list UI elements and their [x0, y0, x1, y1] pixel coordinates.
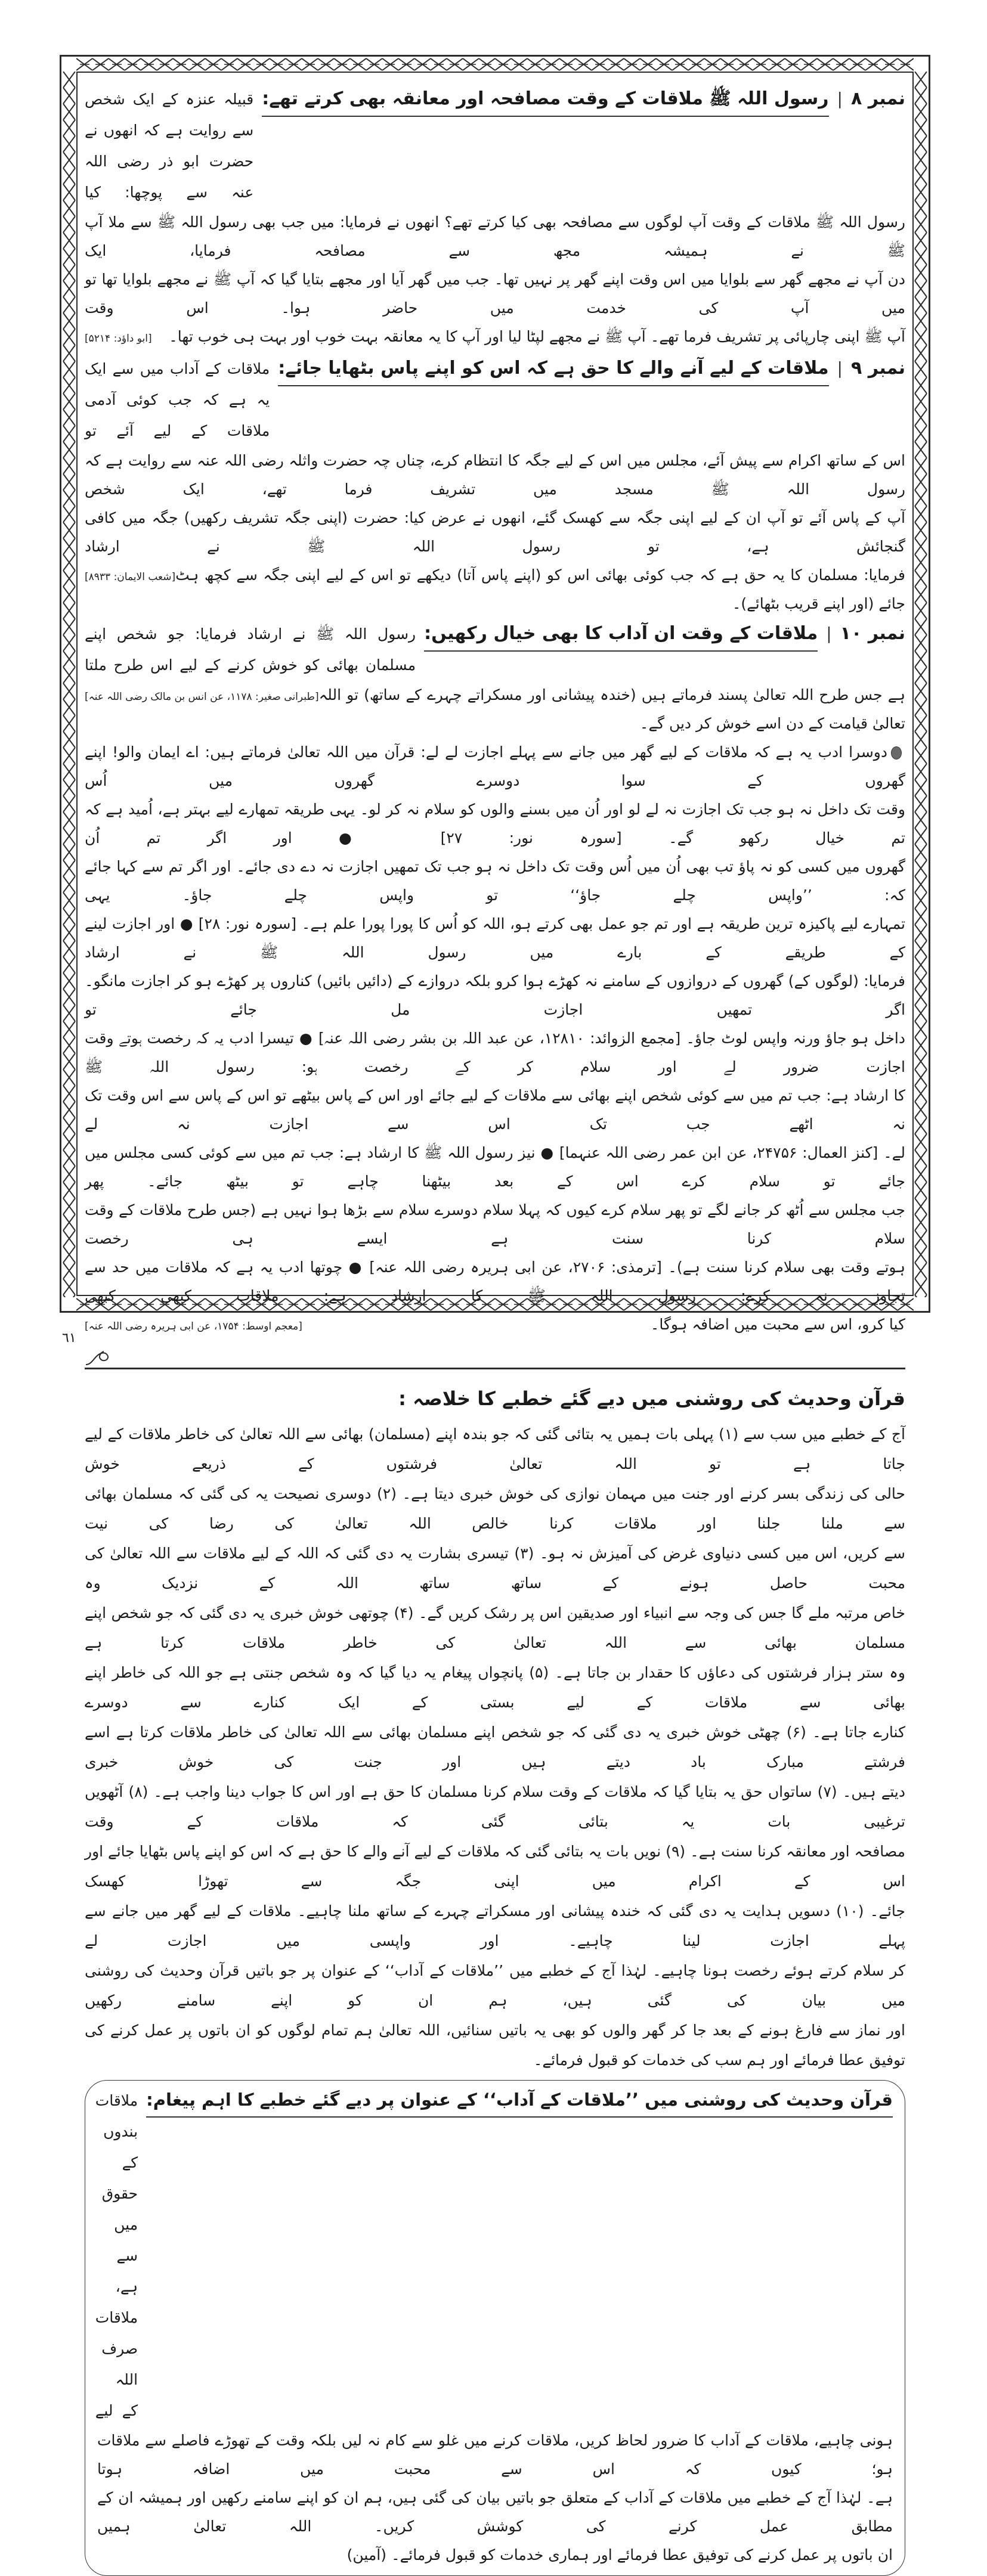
swash-ornament-icon [85, 1349, 111, 1367]
text-line: خاص مرتبہ ملے گا جس کی وجہ سے انبیاء اور صدیقین اس پر رشک کریں گے۔ (۴) چوتھی خوش خبری یہ دی گئی کہ جو شخص اپنے مسلمان بھائی سے اللہ تعالیٰ کی خاطر ملاقات کرتا ہے [85, 1604, 905, 1651]
heading-separator: | [837, 358, 843, 378]
page-content [85, 83, 905, 2576]
text-line: جب مجلس سے اُٹھ کر جانے لگے تو پھر سلام کرے کیوں کہ پہلا سلام دوسرے سلام سے بڑھا ہوا نہیں ہے (جس طرح ملاقات کے وقت سلام کرنا سنت ہے ایسے ہی رخصت [85, 1201, 905, 1247]
summary-section [85, 1378, 905, 2075]
section-number: نمبر ۱۰ [840, 623, 905, 644]
text-line: وقت تک داخل نہ ہو جب تک اجازت نہ لے لو اور اُن میں بسنے والوں کو سلام نہ کر لو۔ یہی طریقہ تمھارے لیے بہتر ہے، اُمید ہے کہ تم خیال رکھو گے۔ [سورہ نور: ۲۷] ● اور اگر تم اُن [85, 801, 906, 847]
text-line: مصافحہ اور معانقہ کرنا سنت ہے۔ (۹) نویں بات یہ بتائی گئی کہ ملاقات کے لیے آنے والے کا حق ہے کہ اس کو اپنے پاس بٹھایا جائے اور اس کے اکرام میں اپنی جگہ سے تھوڑا کھسک [85, 1843, 905, 1890]
citation: [معجم اوسط: ۱۷۵۴، عن ابی ہریرہ رضی اللہ عنہ] [85, 1320, 302, 1332]
text-line: کر سلام کرتے ہوئے رخصت ہونا چاہیے۔ لہٰذا آج کے خطبے میں ’’ملاقات کے آداب‘‘ کے عنوان پر جو باتیں قرآن وحدیث کی روشنی میں بیان کی گئی ہیں، ہم ان کو اپنے سامنے رکھیں [85, 1962, 905, 2009]
text-line: ان باتوں پر عمل کرنے کی توفیق عطا فرمائے اور ہماری خدمات کو قبول فرمائے۔ (آمین) [346, 2546, 893, 2563]
section-number: نمبر ۸ [850, 88, 905, 109]
message-title: قرآن وحدیث کی روشنی میں ’’ملاقات کے آداب‘‘ کے عنوان پر دیے گئے خطبے کا اہم پیغام: [146, 2084, 893, 2118]
text-line: گھروں میں کسی کو نہ پاؤ تب بھی اُن میں اُس وقت تک داخل نہ ہو جب تک تمھیں اجازت نہ دے دی جائے۔ اور اگر تم سے کہا جائے کہ: ’’واپس چلے جاؤ‘‘ تو واپس چلے جاؤ۔ یہی [85, 858, 905, 904]
citation: [ابو داؤد: ۵۲۱۴] [85, 333, 152, 345]
section-heading [85, 353, 905, 447]
text-line-with-citation [85, 323, 905, 353]
page-number: ٦١ [62, 1331, 76, 1346]
text-line: ہے جس طرح اللہ تعالیٰ پسند فرماتے ہیں (خندہ پیشانی اور مسکراتے چہرے کے ساتھ) تو اللہ تعالیٰ قیامت کے دن اسے خوش کر دیں گے۔ [318, 686, 905, 732]
interlace-border-left-icon [62, 72, 76, 1297]
text-line: رسول اللہ ﷺ ملاقات کے وقت آپ لوگوں سے مصافحہ بھی کیا کرتے تھے؟ انھوں نے فرمایا: میں جب بھی رسول اللہ ﷺ سے ملا آپ ﷺ نے ہمیشہ مجھ سے مصافحہ فرمایا، ایک [85, 213, 905, 259]
text-line-bulleted: دوسرا ادب یہ ہے کہ ملاقات کے لیے گھر میں جانے سے پہلے اجازت لے لے: قرآن میں اللہ تعالیٰ فرماتے ہیں: اے ایمان والو! اپنے گھروں کے سوا دوسرے گھروں میں اُس [85, 743, 905, 789]
text-line: فرمایا: (لوگوں کے) گھروں کے دروازوں کے سامنے نہ کھڑے ہوا کرو بلکہ دروازے کے (دائیں بائیں) کناروں پر کھڑے ہو کر اجازت مانگو۔ اگر تمھیں اجازت مل جائے تو [85, 972, 905, 1018]
bullet-icon [891, 746, 902, 760]
text-line: کنارے جاتا ہے۔ (۶) چھٹی خوش خبری یہ دی گئی کہ جو شخص اپنے مسلمان بھائی سے اللہ تعالیٰ کی خاطر ملاقات کرتا ہے اسے فرشتے مبارک باد دیتے ہیں اور جنت کی خوش خبری [85, 1723, 905, 1771]
summary-title: قرآن وحدیث کی روشنی میں دیے گئے خطبے کا خلاصہ : [398, 1387, 905, 1410]
section-number: نمبر ۹ [850, 358, 905, 379]
text-line: ہے۔ لہٰذا آج کے خطبے میں ملاقات کے آداب کے متعلق جو باتیں بیان کی گئی ہیں، ہم ان کو اپنے سامنے رکھیں اور ہمیشہ ان کے مطابق عمل کرنے کی کوشش کریں۔ اللہ تعالیٰ ہمیں [97, 2489, 893, 2535]
text-line: حالی کی زندگی بسر کرنے اور جنت میں مہمان نوازی کی خوش خبری دیتا ہے۔ (۲) دوسری نصیحت یہ کی گئی کہ مسلمان بھائی سے ملنا جلنا اور ملاقات کرنا خالص اللہ تعالیٰ کی رضا کی نیت [85, 1485, 906, 1532]
section-intro: قبیلہ عنزہ کے ایک شخص سے روایت ہے کہ انھوں نے حضرت ابو ذر رضی اللہ عنہ سے پوچھا: کیا [85, 91, 254, 201]
section-title: رسول اللہ ﷺ ملاقات کے وقت مصافحہ اور معانقہ بھی کرتے تھے: [262, 83, 828, 117]
text-line: ہوتے وقت بھی سلام کرنا سنت ہے)۔ [ترمذی: ۲۷۰۶، عن ابی ہریرہ رضی اللہ عنہ] ● چوتھا ادب یہ ہے کہ ملاقات میں حد سے تجاوز نہ کرے: رسول اللہ ﷺ کا ارشاد ہے: ملاقات کبھی کبھی [85, 1258, 905, 1304]
text-line: سے کریں، اس میں کسی دنیاوی غرض کی آمیزش نہ ہو۔ (۳) تیسری بشارت یہ دی گئی کہ اللہ کے لیے ملاقات سے اللہ تعالیٰ کی محبت حاصل ہونے کے ساتھ ساتھ اللہ کے نزدیک وہ [85, 1545, 905, 1592]
key-message-box [85, 2080, 905, 2576]
text-line-with-citation [85, 561, 905, 618]
text-line: وہ ستر ہزار فرشتوں کی دعاؤں کا حقدار بن جاتا ہے۔ (۵) پانچواں پیغام یہ دیا گیا کہ وہ شخص جنتی ہے جو اللہ کی خاطر اپنے بھائی سے ملاقات کے لیے بستی کے ایک کنارے سے دوسرے [85, 1664, 906, 1711]
text-line-with-citation [85, 1310, 905, 1341]
section-intro: رسول اللہ ﷺ نے ارشاد فرمایا: جو شخص اپنے مسلمان بھائی کو خوش کرنے کے لیے اس طرح ملتا [85, 625, 416, 674]
heading-separator: | [837, 89, 843, 109]
text-line: کیا کرو، اس سے محبت میں اضافہ ہوگا۔ [650, 1316, 905, 1333]
text-line: داخل ہو جاؤ ورنہ واپس لوٹ جاؤ۔ [مجمع الزوائد: ۱۲۸۱۰، عن عبد اللہ بن بشر رضی اللہ عنہ] ● تیسرا ادب یہ کہ رخصت ہوتے وقت اجازت ضرور لے اور سلام کر کے رخصت ہو: رسول اللہ ﷺ [85, 1030, 905, 1075]
text-line: اس کے ساتھ اکرام سے پیش آئے، مجلس میں اس کے لیے جگہ کا انتظام کرے، چناں چہ حضرت واثلہ رضی اللہ عنہ سے روایت ہے کہ رسول اللہ ﷺ مسجد میں تشریف فرما تھے، ایک شخص [85, 452, 905, 498]
text-line-with-citation [85, 681, 905, 738]
section-title: ملاقات کے لیے آنے والے کا حق ہے کہ اس کو اپنے پاس بٹھایا جائے: [278, 353, 828, 386]
section-title: ملاقات کے وقت ان آداب کا بھی خیال رکھیں: [424, 618, 818, 652]
text-line: فرمایا: مسلمان کا یہ حق ہے کہ جب کوئی بھائی اس کو (اپنے پاس آتا) دیکھے تو اس کے لیے اپنی جگہ سے کچھ ہٹ جائے (اور اپنے قریب بٹھائے)۔ [175, 566, 905, 612]
text-line: دیتے ہیں۔ (۷) ساتواں حق یہ بتایا گیا کہ ملاقات کے وقت سلام کرنا مسلمان کا حق ہے اور اس کا جواب دینا واجب ہے۔ (۸) آٹھویں ترغیبی بات یہ بتائی گئی کہ ملاقات کے وقت [85, 1783, 906, 1830]
text-line: آپ ﷺ اپنی چارپائی پر تشریف فرما تھے۔ آپ ﷺ نے مجھے لپٹا لیا اور آپ کا یہ معانقہ بہت خوب اور بہت ہی خوب تھا۔ [169, 328, 905, 345]
text-line: آپ کے پاس آئے تو آپ ان کے لیے اپنی جگہ سے کھسک گئے، انھوں نے عرض کیا: حضرت (اپنی جگہ تشریف رکھیں) جگہ میں کافی گنجائش ہے، تو رسول اللہ ﷺ نے ارشاد [85, 509, 905, 555]
section-heading [85, 83, 905, 208]
heading-separator: | [826, 624, 832, 643]
message-intro: ملاقات بندوں کے حقوق میں سے ہے، ملاقات صرف اللہ کے لیے [95, 2092, 138, 2419]
text-line: کا ارشاد ہے: جب تم میں سے کوئی شخص اپنے بھائی سے ملاقات کے لیے جائے اور اس کے پاس بیٹھے تو اس کے پاس سے اس وقت تک نہ اٹھے جب تک اس سے اجازت نہ لے [85, 1087, 905, 1133]
citation: [شعب الایمان: ۸۹۳۳] [85, 571, 176, 583]
section-intro: ملاقات کے آداب میں سے ایک یہ ہے کہ جب کوئی آدمی ملاقات کے لیے آئے تو [85, 360, 270, 439]
text-line: ہونی چاہیے، ملاقات کے آداب کا ضرور لحاظ کریں، ملاقات کرنے میں غلو سے کام نہ لیں بلکہ وقت کے تھوڑے فاصلے سے ملاقات ہو؛ کیوں کہ اس سے محبت میں اضافہ ہوتا [97, 2432, 893, 2478]
text-line: تمہارے لیے پاکیزہ ترین طریقہ ہے اور تم جو عمل بھی کرتے ہو، اللہ کو اُس کا پورا پورا علم ہے۔ [سورہ نور: ۲۸] ● اور اجازت لینے کے طریقے کے بارے میں رسول اللہ ﷺ نے ارشاد [85, 915, 906, 961]
section-10 [85, 618, 905, 1341]
interlace-border-top-icon [76, 57, 914, 72]
citation: [طبرانی صغیر: ۱۱۷۸، عن انس بن مالک رضی اللہ عنہ] [85, 691, 319, 703]
section-9 [85, 353, 905, 618]
text-line: جائے۔ (۱۰) دسویں ہدایت یہ دی گئی کہ خندہ پیشانی اور مسکراتے چہرے کے ساتھ ملنا چاہیے۔ ملاقات کے لیے گھر میں جانے سے پہلے اجازت لینا چاہیے۔ اور واپسی میں اجازت لے [85, 1902, 905, 1949]
section-8 [85, 83, 905, 353]
interlace-border-right-icon [914, 72, 928, 1297]
text-line: اور نماز سے فارغ ہونے کے بعد جا کر گھر والوں کو بھی یہ باتیں سنائیں، اللہ تعالیٰ ہم تمام لوگوں کو ان باتوں پر عمل کرنے کی توفیق عطا فرمائے اور ہم سب کی خدمات کو قبول فرمائے۔ [85, 2022, 905, 2069]
text-line: آج کے خطبے میں سب سے (۱) پہلی بات ہمیں یہ بتائی گئی کہ جو بندہ اپنے (مسلمان) بھائی سے اللہ تعالیٰ کی خاطر ملاقات کے لیے جاتا ہے تو اللہ تعالیٰ فرشتوں کے ذریعے خوش [85, 1425, 905, 1473]
section-heading [85, 618, 905, 681]
text-line: دن آپ نے مجھے گھر سے بلوایا میں اس وقت اپنے گھر پر نہیں تھا۔ جب میں گھر آیا اور مجھے بتایا گیا کہ آپ ﷺ نے مجھے بلوایا تھا تو میں آپ کی خدمت میں حاضر ہوا۔ اس وقت [85, 271, 905, 317]
text-line: لے۔ [کنز العمال: ۲۴۷۵۶، عن ابن عمر رضی اللہ عنہما] ● نیز رسول اللہ ﷺ کا ارشاد ہے: جب تم میں سے کوئی کسی مجلس میں جائے تو سلام کرے اس کے بعد بیٹھنا چاہے تو بیٹھ جائے۔ پھر [85, 1144, 906, 1190]
message-heading [97, 2084, 893, 2426]
section-divider [85, 1344, 905, 1372]
divider-rule [85, 1368, 905, 1369]
